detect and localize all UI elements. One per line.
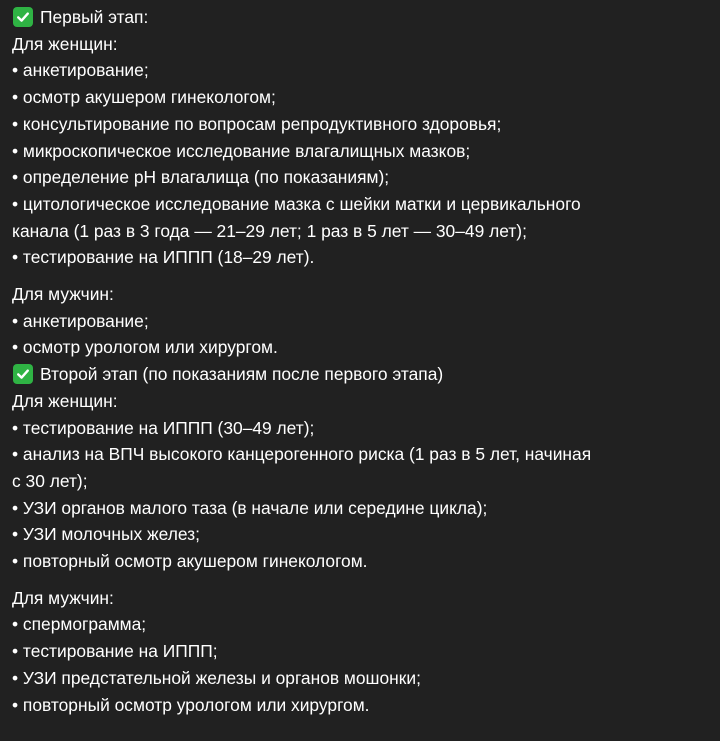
list-item: • анкетирование; <box>12 60 149 81</box>
list-item: • тестирование на ИППП (18–29 лет). <box>12 247 315 268</box>
stage1-title: Первый этап: <box>40 7 149 27</box>
list-item: • УЗИ органов малого таза (в начале или середине цикла); <box>12 497 488 518</box>
list-item: с 30 лет); <box>12 470 88 491</box>
check-mark-button-icon <box>13 7 33 27</box>
list-item: • консультирование по вопросам репродуктивного здоровья; <box>12 113 502 134</box>
list-item: • тестирование на ИППП (30–49 лет); <box>12 417 315 438</box>
list-item: • повторный осмотр акушером гинекологом. <box>12 551 368 572</box>
stage2-title: Второй этап (по показаниям после первого этапа) <box>40 364 444 385</box>
stage1-women-heading: Для женщин: <box>12 33 118 54</box>
list-item: канала (1 раз в 3 года — 21–29 лет; 1 раз в 5 лет — 30–49 лет); <box>12 220 527 241</box>
list-item: • УЗИ молочных желез; <box>12 524 200 545</box>
stage2-men-heading: Для мужчин: <box>12 587 114 608</box>
paragraph-gap <box>12 575 708 585</box>
stage2-women-heading: Для женщин: <box>12 390 118 411</box>
list-item: • осмотр урологом или хирургом. <box>12 337 278 358</box>
list-item: • УЗИ предстательной железы и органов мошонки; <box>12 667 421 688</box>
list-item: • спермограмма; <box>12 614 147 635</box>
list-item: • осмотр акушером гинекологом; <box>12 87 276 108</box>
list-item: • тестирование на ИППП; <box>12 641 218 662</box>
list-item: • повторный осмотр урологом или хирургом. <box>12 694 370 715</box>
list-item: • анкетирование; <box>12 310 149 331</box>
list-item: • определение pH влагалища (по показаниям); <box>12 167 390 188</box>
check-mark-button-icon <box>13 364 33 384</box>
stage1-title-row <box>12 4 708 31</box>
paragraph-gap <box>12 271 708 281</box>
list-item: • цитологическое исследование мазка с шейки матки и цервикального <box>12 193 581 214</box>
list-item: • микроскопическое исследование влагалищных мазков; <box>12 140 471 161</box>
stage2-title-row <box>12 361 708 388</box>
stage1-men-heading: Для мужчин: <box>12 284 114 305</box>
list-item: • анализ на ВПЧ высокого канцерогенного риска (1 раз в 5 лет, начиная <box>12 444 592 465</box>
